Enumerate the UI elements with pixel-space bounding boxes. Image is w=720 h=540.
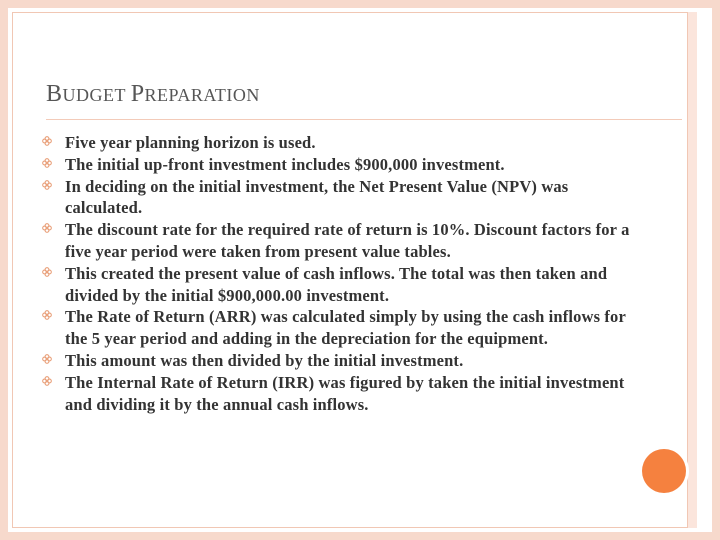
flower-bullet-icon <box>42 354 52 364</box>
orange-circle-decoration <box>642 449 686 493</box>
flower-bullet-icon <box>42 136 52 146</box>
flower-bullet-icon <box>42 223 52 233</box>
list-item <box>42 132 632 154</box>
list-item <box>42 154 632 176</box>
list-item <box>42 176 632 220</box>
bullet-text: The Internal Rate of Return (IRR) was figured by taken the initial investment and dividing it by the annual cash inflows. <box>65 372 625 414</box>
page-title <box>46 80 260 109</box>
bullet-text: This amount was then divided by the initial investment. <box>65 350 464 370</box>
bullet-text: The Rate of Return (ARR) was calculated simply by using the cash inflows for the 5 year period and adding in the depreciation for the equipment. <box>65 307 626 349</box>
flower-bullet-icon <box>42 310 52 320</box>
list-item <box>42 350 632 372</box>
bullet-text: The discount rate for the required rate of return is 10%. Discount factors for a five year period were taken from present value tables. <box>65 220 630 261</box>
flower-bullet-icon <box>42 376 52 386</box>
title-word-1: BUDGET <box>46 81 131 107</box>
title-word-2: PREPARATION <box>130 81 260 107</box>
title-divider <box>46 119 682 120</box>
bullet-text: In deciding on the initial investment, the Net Present Value (NPV) was calculated. <box>65 176 569 218</box>
bullet-text: This created the present value of cash inflows. The total was then taken and divided by the initial $900,000.00 investment. <box>65 263 608 305</box>
list-item <box>42 263 632 307</box>
bullet-text: The initial up-front investment includes $900,000 investment. <box>65 154 505 174</box>
list-item <box>42 306 632 350</box>
flower-bullet-icon <box>42 267 52 277</box>
list-item <box>42 219 632 263</box>
bullet-text: Five year planning horizon is used. <box>65 133 316 152</box>
list-item <box>42 372 632 416</box>
bullet-list <box>42 132 632 415</box>
flower-bullet-icon <box>42 158 52 168</box>
right-accent-bar <box>687 12 697 528</box>
flower-bullet-icon <box>42 180 52 190</box>
